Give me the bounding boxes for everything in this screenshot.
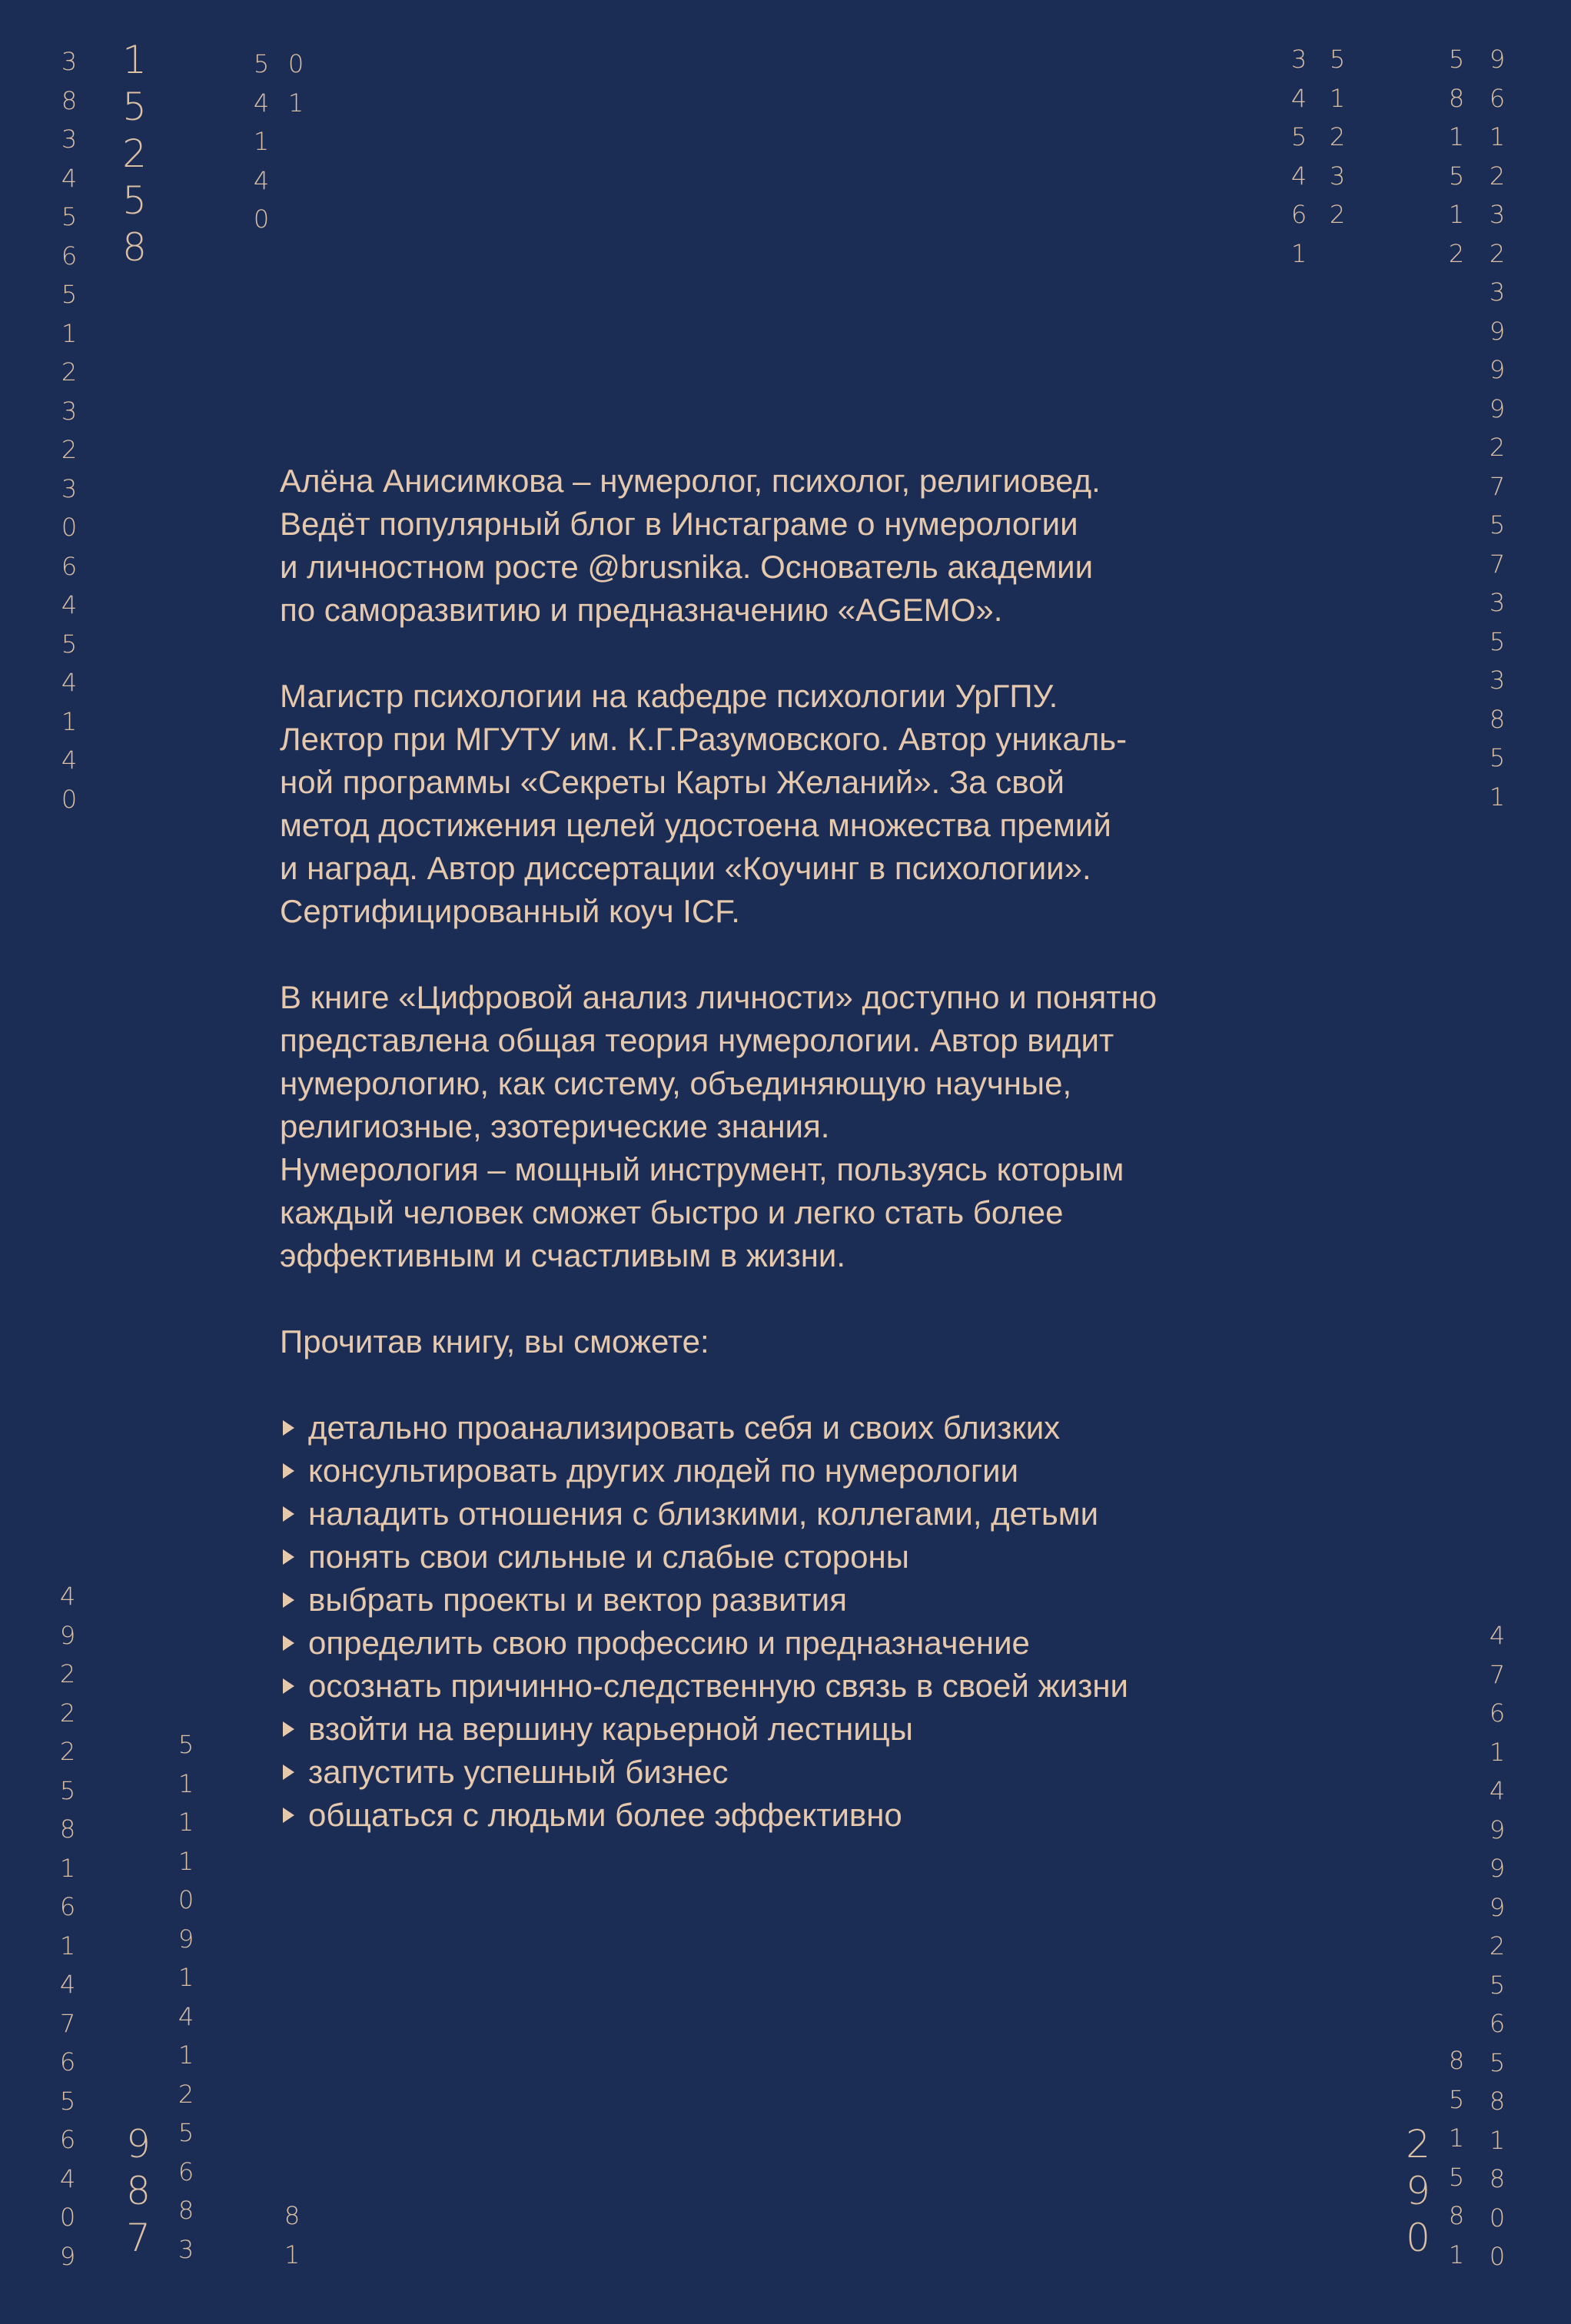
digit: 4: [253, 88, 270, 118]
digit: 9: [1489, 45, 1506, 74]
digit: 4: [59, 2163, 76, 2193]
digit-column-top-small-a: [246, 45, 277, 239]
digit: 9: [59, 2241, 76, 2271]
digit: 9: [59, 1620, 76, 1650]
digit: 4: [1290, 161, 1307, 191]
triangle-bullet-icon: [283, 1420, 294, 1436]
digit: 3: [1489, 200, 1506, 229]
digit: 4: [59, 1970, 76, 1999]
digit: 4: [61, 163, 78, 193]
digit: 5: [1489, 1970, 1506, 2000]
digit: 4: [1290, 83, 1307, 113]
digit: 1: [1448, 200, 1465, 229]
digit: 0: [287, 49, 304, 78]
digit: 3: [1489, 588, 1506, 617]
digit-column-bottom-right-a: [1441, 2041, 1472, 2274]
book-description-paragraph: [280, 976, 1340, 1277]
digit: 0: [1489, 2242, 1506, 2271]
text-line: Ведёт популярный блог в Инстаграме о нумерологии: [280, 506, 1078, 542]
digit: 4: [61, 590, 78, 619]
digit: 1: [1489, 1737, 1506, 1767]
digit: 9: [1406, 2169, 1430, 2213]
digit: 2: [59, 1698, 76, 1728]
digit: 8: [1448, 2046, 1465, 2075]
digit: 1: [178, 1768, 194, 1798]
digit: 4: [61, 668, 78, 697]
digit: 7: [1489, 471, 1506, 501]
digit: 2: [1489, 433, 1506, 462]
digit: 1: [178, 2040, 194, 2070]
digit: 9: [1489, 1892, 1506, 1922]
digit: 0: [61, 513, 78, 542]
digit: 8: [178, 2196, 194, 2225]
digit: 7: [126, 2216, 151, 2260]
digit-column-top-right-c: [1441, 40, 1472, 273]
digit: 8: [1489, 704, 1506, 734]
back-cover-text: [280, 460, 1340, 1837]
digit: 3: [1290, 45, 1307, 74]
text-line: Магистр психологии на кафедре психологии УрГПУ.: [280, 678, 1058, 714]
digit: 2: [1406, 2122, 1430, 2166]
digit: 4: [1489, 1621, 1506, 1650]
digit: 5: [122, 85, 147, 129]
digit: 2: [122, 131, 147, 176]
triangle-bullet-icon: [283, 1549, 294, 1565]
digit: 5: [1448, 45, 1465, 74]
digit: 6: [1489, 83, 1506, 113]
triangle-bullet-icon: [283, 1635, 294, 1651]
digit: 0: [1489, 2203, 1506, 2233]
digit: 1: [61, 318, 78, 348]
digit: 9: [1489, 1814, 1506, 1844]
digit: 8: [59, 1814, 76, 1844]
digit: 3: [1489, 277, 1506, 307]
digit: 1: [1448, 2123, 1465, 2153]
digit: 6: [178, 2156, 194, 2186]
list-item-label: запустить успешный бизнес: [308, 1754, 729, 1790]
digit: 8: [1489, 2087, 1506, 2116]
author-credentials-paragraph: [280, 675, 1340, 933]
list-item: [280, 1579, 1340, 1622]
list-item-label: определить свою профессию и предназначение: [308, 1625, 1030, 1661]
digit: 1: [287, 88, 304, 118]
digit: 2: [1329, 122, 1346, 151]
digit: 7: [1489, 549, 1506, 579]
digit: 1: [178, 1846, 194, 1876]
digit: 9: [1489, 316, 1506, 346]
digit: 6: [61, 551, 78, 581]
digit: 2: [1489, 161, 1506, 191]
digit: 7: [59, 2008, 76, 2038]
text-line: представлена общая теория нумерологии. Автор видит: [280, 1022, 1114, 1058]
digit: 5: [122, 178, 147, 223]
digit-column-top-big: [115, 37, 154, 271]
digit: 1: [178, 1963, 194, 1992]
digit: 2: [59, 1737, 76, 1766]
digit: 5: [178, 2118, 194, 2147]
list-item-label: консультировать других людей по нумерологии: [308, 1452, 1019, 1489]
digit-column-bottom-right-big: [1399, 2121, 1437, 2262]
text-line: метод достижения целей удостоена множества премий: [280, 807, 1111, 843]
list-item-label: общаться с людьми более эффективно: [308, 1797, 902, 1833]
digit: 1: [178, 1808, 194, 1837]
digit: 9: [1489, 1854, 1506, 1883]
digit: 2: [61, 435, 78, 464]
digit: 5: [1329, 45, 1346, 74]
digit: 1: [1448, 122, 1465, 151]
digit-column-bottom-left-mid: [171, 1725, 201, 2269]
digit: 4: [178, 2001, 194, 2031]
digit: 5: [59, 2086, 76, 2116]
list-item: [280, 1406, 1340, 1449]
digit: 4: [61, 745, 78, 775]
list-item: [280, 1665, 1340, 1708]
digit: 5: [1489, 743, 1506, 772]
text-line: ной программы «Секреты Карты Желаний». За свой: [280, 764, 1064, 800]
text-line: религиозные, эзотерические знания.: [280, 1108, 830, 1144]
digit: 5: [1489, 510, 1506, 540]
digit: 9: [1489, 355, 1506, 384]
digit: 5: [1448, 2084, 1465, 2114]
digit: 0: [178, 1885, 194, 1914]
digit-column-top-right-a: [1284, 40, 1314, 273]
digit: 1: [284, 2239, 301, 2269]
triangle-bullet-icon: [283, 1463, 294, 1479]
digit: 2: [1448, 238, 1465, 268]
digit: 2: [1329, 200, 1346, 229]
digit: 5: [59, 1775, 76, 1805]
digit: 6: [59, 2125, 76, 2154]
digit: 3: [178, 2234, 194, 2264]
digit: 1: [1329, 83, 1346, 113]
digit-column-top-small-b: [281, 45, 311, 122]
list-item: [280, 1536, 1340, 1579]
triangle-bullet-icon: [283, 1721, 294, 1737]
digit: 8: [61, 85, 78, 115]
digit: 2: [59, 1659, 76, 1688]
list-item: [280, 1751, 1340, 1794]
digit-column-bottom-right-tall: [1482, 1616, 1513, 2276]
triangle-bullet-icon: [283, 1678, 294, 1694]
list-item: [280, 1622, 1340, 1665]
digit: 6: [1489, 2009, 1506, 2038]
digit: 8: [1448, 2201, 1465, 2230]
digit: 2: [1489, 1931, 1506, 1960]
digit: 1: [61, 706, 78, 736]
digit-column-bottom-left-big: [119, 2121, 158, 2262]
text-line: по саморазвитию и предназначению «AGEMO».: [280, 592, 1003, 628]
digit-column-right-tall: [1482, 40, 1513, 816]
digit: 2: [178, 2079, 194, 2109]
digit: 0: [253, 204, 270, 234]
digit: 6: [1489, 1698, 1506, 1728]
list-item-label: детально проанализировать себя и своих близких: [308, 1409, 1061, 1446]
text-line: Сертифицированный коуч ICF.: [280, 893, 740, 929]
digit: 0: [61, 784, 78, 814]
text-line: Прочитав книгу, вы сможете:: [280, 1323, 709, 1360]
digit: 5: [1489, 2047, 1506, 2077]
digit: 9: [178, 1924, 194, 1954]
triangle-bullet-icon: [283, 1765, 294, 1780]
digit: 5: [61, 280, 78, 309]
digit: 4: [59, 1582, 76, 1611]
list-item-label: осознать причинно-следственную связь в своей жизни: [308, 1668, 1129, 1704]
digit-column-bottom-center: [277, 2196, 307, 2274]
digit: 8: [1448, 83, 1465, 113]
digit: 5: [61, 202, 78, 231]
text-line: В книге «Цифровой анализ личности» доступно и понятно: [280, 979, 1157, 1015]
digit: 8: [284, 2201, 301, 2230]
digit-column-bottom-left-tall: [52, 1577, 83, 2276]
list-item-label: понять свои сильные и слабые стороны: [308, 1539, 909, 1575]
digit: 9: [126, 2122, 151, 2166]
digit: 1: [1489, 782, 1506, 812]
digit: 6: [61, 241, 78, 271]
list-item: [280, 1492, 1340, 1536]
digit: 3: [1329, 161, 1346, 191]
digit: 3: [61, 124, 78, 154]
digit: 3: [1489, 666, 1506, 695]
digit: 4: [253, 165, 270, 195]
digit: 8: [122, 225, 147, 270]
digit: 1: [59, 1931, 76, 1960]
digit: 0: [59, 2203, 76, 2232]
digit: 1: [1489, 2125, 1506, 2155]
digit: 1: [1290, 238, 1307, 268]
benefits-list: [280, 1406, 1340, 1837]
digit: 6: [59, 1892, 76, 1921]
digit: 5: [178, 1730, 194, 1759]
digit: 4: [1489, 1776, 1506, 1805]
digit: 1: [253, 127, 270, 156]
triangle-bullet-icon: [283, 1592, 294, 1608]
digit: 5: [253, 49, 270, 78]
digit: 3: [61, 396, 78, 426]
digit: 8: [1489, 2164, 1506, 2193]
digit: 1: [1489, 122, 1506, 151]
digit: 5: [1448, 2162, 1465, 2192]
digit: 5: [1290, 122, 1307, 151]
digit: 1: [59, 1853, 76, 1883]
text-line: Нумерология – мощный инструмент, пользуясь которым: [280, 1151, 1124, 1187]
digit: 8: [126, 2169, 151, 2213]
digit: 3: [61, 473, 78, 503]
text-line: каждый человек сможет быстро и легко стать более: [280, 1194, 1064, 1230]
digit: 3: [61, 47, 78, 76]
text-line: Алёна Анисимкова – нумеролог, психолог, религиовед.: [280, 463, 1101, 499]
text-line: и личностном росте @brusnika. Основатель академии: [280, 549, 1094, 585]
list-item: [280, 1449, 1340, 1492]
digit: 0: [1406, 2216, 1430, 2260]
digit: 9: [1489, 393, 1506, 423]
benefits-intro: [280, 1320, 1340, 1363]
digit: 1: [1448, 2239, 1465, 2269]
text-line: эффективным и счастливым в жизни.: [280, 1237, 846, 1273]
digit: 5: [1448, 161, 1465, 191]
text-line: и наград. Автор диссертации «Коучинг в психологии».: [280, 850, 1091, 886]
text-line: нумерологию, как систему, объединяющую научные,: [280, 1065, 1072, 1101]
text-line: Лектор при МГУТУ им. К.Г.Разумовского. Автор уникаль-: [280, 721, 1128, 757]
triangle-bullet-icon: [283, 1506, 294, 1522]
digit: 2: [1489, 238, 1506, 268]
digit-column-top-right-b: [1322, 40, 1353, 234]
list-item-label: выбрать проекты и вектор развития: [308, 1582, 847, 1618]
digit: 5: [1489, 626, 1506, 656]
digit: 7: [1489, 1659, 1506, 1689]
list-item-label: взойти на вершину карьерной лестницы: [308, 1711, 913, 1747]
author-bio-paragraph: [280, 460, 1340, 632]
triangle-bullet-icon: [283, 1808, 294, 1823]
digit: 2: [61, 357, 78, 387]
digit: 6: [1290, 200, 1307, 229]
digit: 6: [59, 2047, 76, 2077]
digit-column-left-tall: [54, 42, 85, 818]
list-item-label: наладить отношения с близкими, коллегами, детьми: [308, 1496, 1099, 1532]
list-item: [280, 1708, 1340, 1751]
list-item: [280, 1794, 1340, 1837]
digit: 5: [61, 629, 78, 659]
digit: 1: [122, 38, 147, 82]
